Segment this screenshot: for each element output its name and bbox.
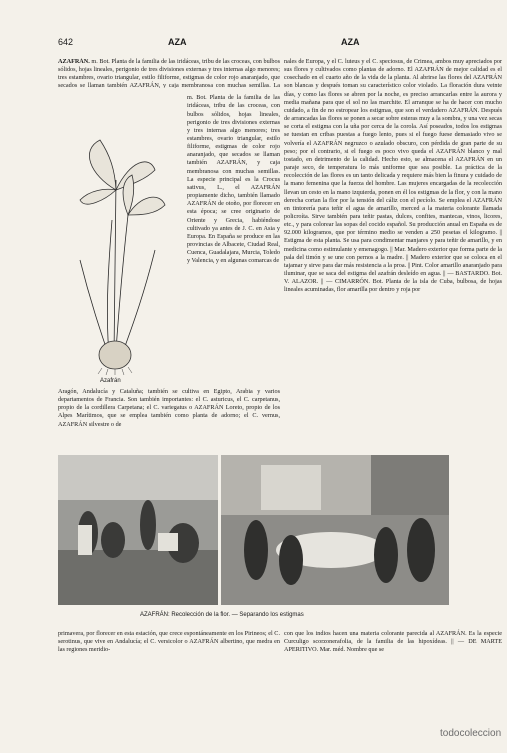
left-column-narrow-text [187,88,280,388]
crocus-illustration [60,120,180,375]
entry-intro-continued: m. Bot. Planta de la familia de las iridáceas, tribu de las croceas, con bulbos sólidos, hojas lineales, perigonio de tres divisiones externas y tres internas algo menores; tres estambres, ovario triangular, estilo filiforme, estigmas de color rojo anaranjado, que secados se llaman también AZAFRÁN, y caja membranosa con muchas semillas. La especie principal es la Crocus sativus, L., el AZAFRÁN propiamente dicho, también llamado AZAFRÁN de otoño, por florecer en esta época; se cree originario de Oriente y Grecia, habiéndose cultivado ya antes de J. C. en Asia y Europa. En España se produce en las provincias de Albacete, Ciudad Real, Cuenca, Guadalajara, Murcia, Toledo y Valencia, y en algunas comarcas de [187,94,280,265]
entry-intro: m. Bot. Planta de la familia de las iridáceas, tribu de las croceas, con bulbos sólidos, hojas lineales, perigonio de tres divisiones externas y tres internas algo menores; tres estambres, ovario triangular, estilo filiforme, estigmas de color rojo anaranjado, que secados se llaman también AZAFRÁN, y caja membranosa con muchas semillas. La [58,58,280,88]
watermark: todocoleccion [440,728,502,739]
bottom-left-text: primavera, por florecer en esta estación, que crece espontáneamente en los Pirineos; el C. serotinus, que vive en Andalucía; el C. versicolor o AZAFRÁN albertino, que medra en las regiones meridio- [58,630,280,654]
crocus-caption: Azafrán [100,378,121,384]
photos-caption: AZAFRÁN: Recolección de la flor. — Separando los estigmas [140,612,304,618]
page-number: 642 [58,37,74,47]
harvest-photo [58,455,218,605]
stigma-separation-photo [221,455,449,605]
running-head-right: AZA [341,37,360,47]
left-column-after-figure: Aragón, Andalucía y Cataluña; también se cultiva en Egipto, Arabia y varios departamentos de Francia. Son también importantes: el C. asturicus, el C. carpetanus, propio de la cordillera Carpetana; el C. variegatus o AZAFRÁN Loreto, propio de los Alpes Marítimos, que se emplea también como planta de adorno; el C. vernus, AZAFRÁN silvestre o de [58,388,280,428]
bottom-right-text: con que los indios hacen una materia colorante parecida al AZAFRÁN. Es la especie Curculigo scorzonerafolia, de la familia de las hipoxídeas. || — DE MARTE APERITIVO. Mar. méd. Nombre que se [284,630,502,654]
left-column-lead [58,58,280,88]
entry-headword: AZAFRÁN. [58,58,90,65]
running-head-left: AZA [168,37,187,47]
right-column-text: nales de Europa, y el C. luteus y el C. speciosus, de Crimea, ambos muy apreciados por sus flores y cultivados como plantas de adorno. El AZAFRÁN de mejor calidad es el cosechado en el cuarto año de la vida de la planta. Al abrirse las flores del AZAFRÁN son blancas y después toman su característico color violado. La floración dura veinte días, y como las flores se abren por la noche, es preciso arrancarlas entre la aurora y media mañana para que el sol no las marchite. El arranque se ha de hacer con mucho cuidado, a fin de no estropear los estigmas, que son el verdadero AZAFRÁN. Después de arrancadas las flores se ponen a secar sobre esteras muy a la sombra, y una vez secas se corta el estigma con la uña por cerca de la corola. Así poseados, todos los estigmas se tuestan en cribas puestas a fuego lento, pues si el fuego fuese demasiado vivo se volvería el AZAFRÁN negruzco o azulado obscuro, con pérdida de gran parte de su peso; por el contrario, si el fuego es poco vivo queda el AZAFRÁN blanco y mal tostado, en detrimento de la calidad. Hecho esto, se almacena el AZAFRÁN en un paraje seco, de temperatura lo más uniforme que sea posible. La práctica de la recolección de las flores es un tanto delicada y requiere más bien la finura y cuidado de la mano femenina que la fuerza del hombre. Las mujeres encargadas de la recolección llevan un cesto en la mano izquierda, ponen en él los estigmas de la flor, y con la mano derecha cortan la flor por la tensión del cáliz con el pecíolo. Se emplea el AZAFRÁN en tintorería para teñir el agua de amarillo, merced a la materia colorante llamada policroíta. Sirve también para teñir pastas, dulces, confites, mantecas, vinos, licores, etc., y para colorear las sopas del cocido español. Su producción anual en España es de 92.000 kilogramos, que por término medio se venden a 250 pesetas el kilogramo. || Estigma de esta planta. Se usa para condimentar manjares y para teñir de amarillo, y en medicina como estimulante y emenagogo. || Mar. Madero exterior que forma parte de la pala del timón y se une con pernos a la madre. || Madero exterior que se coloca en el tajamar y sirve para dar más resistencia a la proa. || Pint. Color amarillo anaranjado para iluminar, que se saca del estigma del azafrán desleído en agua. || — BASTARDO. Bot. V. ALAZOR. || — CIMARRÓN. Bot. Planta de la isla de Cuba, bulbosa, de hojas lineales acuminadas, flor amarilla por dentro y roja por [284,58,502,294]
